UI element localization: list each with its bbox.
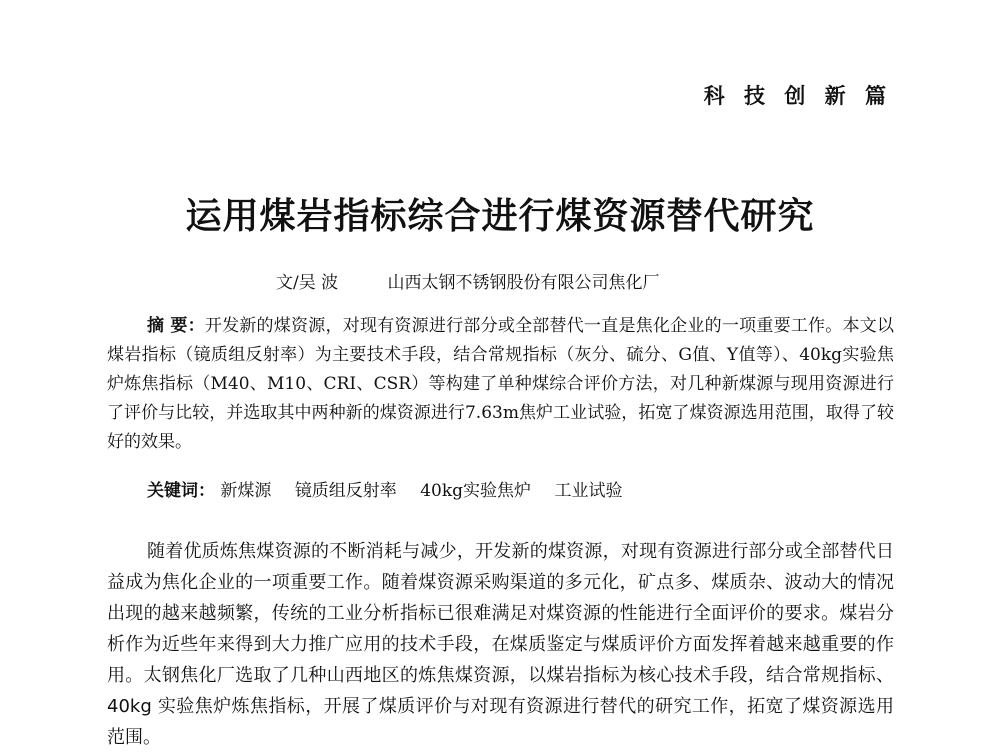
byline (276, 268, 660, 293)
keyword-item: 40kg实验焦炉 (420, 481, 532, 501)
keywords (147, 476, 640, 501)
keywords-label: 关键词： (147, 481, 215, 501)
author: 文/吴 波 (276, 273, 339, 293)
body-paragraph: 随着优质炼焦煤资源的不断消耗与减少，开发新的煤资源，对现有资源进行部分或全部替代日益成为焦化企业的一项重要工作。随着煤资源采购渠道的多元化，矿点多、煤质杂、波动大的情况出现的越来越频繁，传统的工业分析指标已很难满足对煤资源的性能进行全面评价的要求。煤岩分析作为近些年来得到大力推广应用的技术手段，在煤质鉴定与煤质评价方面发挥着越来越重要的作用。太钢焦化厂选取了几种山西地区的炼焦煤资源，以煤岩指标为核心技术手段，结合常规指标、40kg 实验焦炉炼焦指标，开展了煤质评价与对现有资源进行替代的研究工作，拓宽了煤资源选用范围。 (107, 541, 894, 748)
article-title: 运用煤岩指标综合进行煤资源替代研究 (185, 195, 815, 237)
abstract-text: 开发新的煤资源，对现有资源进行部分或全部替代一直是焦化企业的一项重要工作。本文以煤岩指标（镜质组反射率）为主要技术手段，结合常规指标（灰分、硫分、G值、Y值等）、40kg实验焦炉炼焦指标（M40、M10、CRI、CSR）等构建了单种煤综合评价方法，对几种新煤源与现用资源进行了评价与比较，并选取其中两种新的煤资源进行7.63m焦炉工业试验，拓宽了煤资源选用范围，取得了较好的效果。 (107, 316, 894, 452)
keyword-item: 镜质组反射率 (294, 481, 397, 501)
abstract (107, 312, 894, 457)
keyword-item: 新煤源 (220, 481, 272, 501)
abstract-label: 摘 要： (147, 316, 205, 336)
affiliation: 山西太钢不锈钢股份有限公司焦化厂 (387, 273, 660, 293)
keyword-item: 工业试验 (554, 481, 623, 501)
section-label: 科 技 创 新 篇 (703, 84, 892, 108)
